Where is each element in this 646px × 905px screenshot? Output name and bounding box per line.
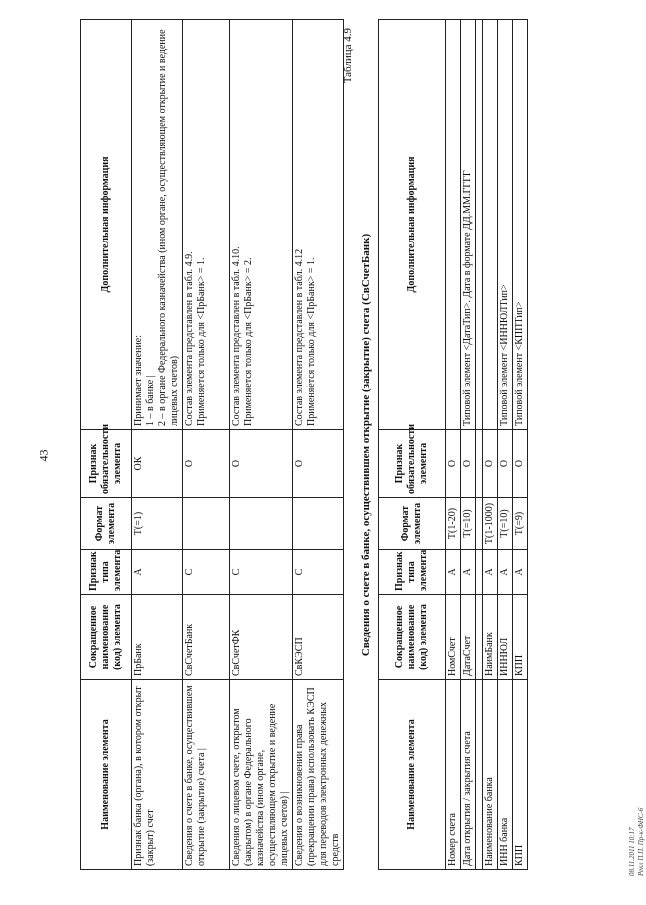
- info-line: Принимает значение:: [133, 334, 144, 426]
- info-line: Применяется только для <ПрБанк> = 1.: [196, 257, 207, 426]
- header-required: Признак обязательности элемента: [81, 430, 132, 498]
- cell-required: О: [293, 430, 344, 498]
- info-line: Состав элемента представлен в табл. 4.9.: [184, 251, 195, 426]
- cell-name: Сведения о лицевом счете, открытом (закрытом) в органе Федерального казначейства (ином органе, осуществляющем открытие и ведение лицевых счетов) |: [230, 680, 293, 870]
- cell-name: Сведения о счете в банке, осуществившем открытие (закрытие) счета |: [183, 680, 230, 870]
- info-line: Состав элемента представлен в табл. 4.12: [294, 248, 305, 426]
- cell-info: [446, 20, 461, 430]
- cell-info: [183, 20, 230, 430]
- cell-required: О: [461, 430, 476, 498]
- cell-format: Т(=10): [461, 498, 476, 550]
- cell-required: О: [498, 430, 513, 498]
- cell-name: [476, 680, 483, 870]
- header-name: Наименование элемента: [81, 680, 132, 870]
- cell-code: [476, 595, 483, 680]
- table-row: [132, 20, 183, 870]
- table-number: Таблица 4.9: [342, 28, 354, 84]
- info-line: 2 – в органе Федерального казначейства (ином органе, осуществляющем открытие и ведение лицевых счетов): [157, 29, 180, 426]
- header-type: Признак типа элемента: [379, 550, 446, 595]
- cell-info: [293, 20, 344, 430]
- cell-type: [476, 550, 483, 595]
- header-required: Признак обязательности элемента: [379, 430, 446, 498]
- cell-code: СвСчетБанк: [183, 595, 230, 680]
- info-line: 1 – в банке |: [145, 375, 156, 426]
- cell-type: А: [461, 550, 476, 595]
- cell-type: А: [446, 550, 461, 595]
- cell-name: Дата открытия / закрытия счета: [461, 680, 476, 870]
- table-title: Сведения о счете в банке, осуществившем открытие (закрытие) счета (СвСчетБанк): [360, 233, 372, 657]
- header-code: Сокращенное наименование (код) элемента: [81, 595, 132, 680]
- elements-table: [80, 19, 344, 870]
- cell-required: О: [513, 430, 528, 498]
- info-line: Применяется только для <ПрБанк> = 1.: [306, 257, 317, 426]
- page-number: 43: [36, 449, 51, 462]
- header-code: Сокращенное наименование (код) элемента: [379, 595, 446, 680]
- cell-code: СвКЭСП: [293, 595, 344, 680]
- rotated-page-content: [80, 20, 645, 876]
- cell-info: [483, 20, 498, 430]
- header-type: Признак типа элемента: [81, 550, 132, 595]
- cell-type: С: [183, 550, 230, 595]
- cell-name: Номер счета: [446, 680, 461, 870]
- table-header-row: [81, 20, 132, 870]
- cell-format: Т(1-1000): [483, 498, 498, 550]
- cell-code: НаимБанк: [483, 595, 498, 680]
- header-info: Дополнительная информация: [81, 20, 132, 430]
- cell-format: Т(=1): [132, 498, 183, 550]
- cell-format: Т(1-20): [446, 498, 461, 550]
- cell-info: [132, 20, 183, 430]
- cell-format: [230, 498, 293, 550]
- cell-info: [476, 20, 483, 430]
- cell-format: Т(=9): [513, 498, 528, 550]
- cell-name: ИНН банка: [498, 680, 513, 870]
- cell-required: О: [183, 430, 230, 498]
- table-row: [498, 20, 513, 870]
- table-row: [183, 20, 230, 870]
- footer-note: [628, 808, 646, 876]
- cell-name: Сведения о возникновении права (прекращении права) использовать КЭСП для переводов электронных денежных средств: [293, 680, 344, 870]
- cell-type: С: [293, 550, 344, 595]
- info-line: Применяется только для <ПрБанк> = 2.: [243, 257, 254, 426]
- cell-required: О: [446, 430, 461, 498]
- cell-info: Типовой элемент <ДатаТип>. Дата в формате ДД.ММ.ГГГГ: [461, 20, 476, 430]
- cell-required: [476, 430, 483, 498]
- table-row: [483, 20, 498, 870]
- table-row: [461, 20, 476, 870]
- cell-required: ОК: [132, 430, 183, 498]
- header-info: Дополнительная информация: [379, 20, 446, 430]
- info-line: Состав элемента представлен в табл. 4.10.: [231, 246, 242, 426]
- cell-name: Признак банка (органа), в котором открыт (закрыт) счет: [132, 680, 183, 870]
- bank-account-table: [378, 19, 528, 870]
- cell-format: [183, 498, 230, 550]
- table-row: [446, 20, 461, 870]
- cell-required: О: [230, 430, 293, 498]
- header-name: Наименование элемента: [379, 680, 446, 870]
- footer-line: Рекл П.П. Пр-к-ФНС-6: [637, 807, 645, 876]
- cell-name: КПП: [513, 680, 528, 870]
- cell-code: ДатаСчет: [461, 595, 476, 680]
- cell-format: Т(=10): [498, 498, 513, 550]
- cell-type: А: [132, 550, 183, 595]
- table-row: [293, 20, 344, 870]
- cell-code: НомСчет: [446, 595, 461, 680]
- cell-type: С: [230, 550, 293, 595]
- cell-code: СвСчетФК: [230, 595, 293, 680]
- cell-type: А: [513, 550, 528, 595]
- footer-line: 08.11.2011 10:17: [628, 827, 636, 876]
- table-row: [476, 20, 483, 870]
- cell-type: А: [498, 550, 513, 595]
- table-row: [513, 20, 528, 870]
- cell-info: [230, 20, 293, 430]
- cell-name: Наименование банка: [483, 680, 498, 870]
- cell-type: А: [483, 550, 498, 595]
- header-format: Формат элемента: [81, 498, 132, 550]
- cell-code: ПрБанк: [132, 595, 183, 680]
- header-format: Формат элемента: [379, 498, 446, 550]
- cell-info: Типовой элемент <ИННЮЛТип>: [498, 20, 513, 430]
- table-row: [230, 20, 293, 870]
- cell-info: Типовой элемент <КППТип>: [513, 20, 528, 430]
- cell-format: [293, 498, 344, 550]
- cell-code: ИННЮЛ: [498, 595, 513, 680]
- cell-code: КПП: [513, 595, 528, 680]
- cell-format: [476, 498, 483, 550]
- cell-required: О: [483, 430, 498, 498]
- table-header-row: [379, 20, 446, 870]
